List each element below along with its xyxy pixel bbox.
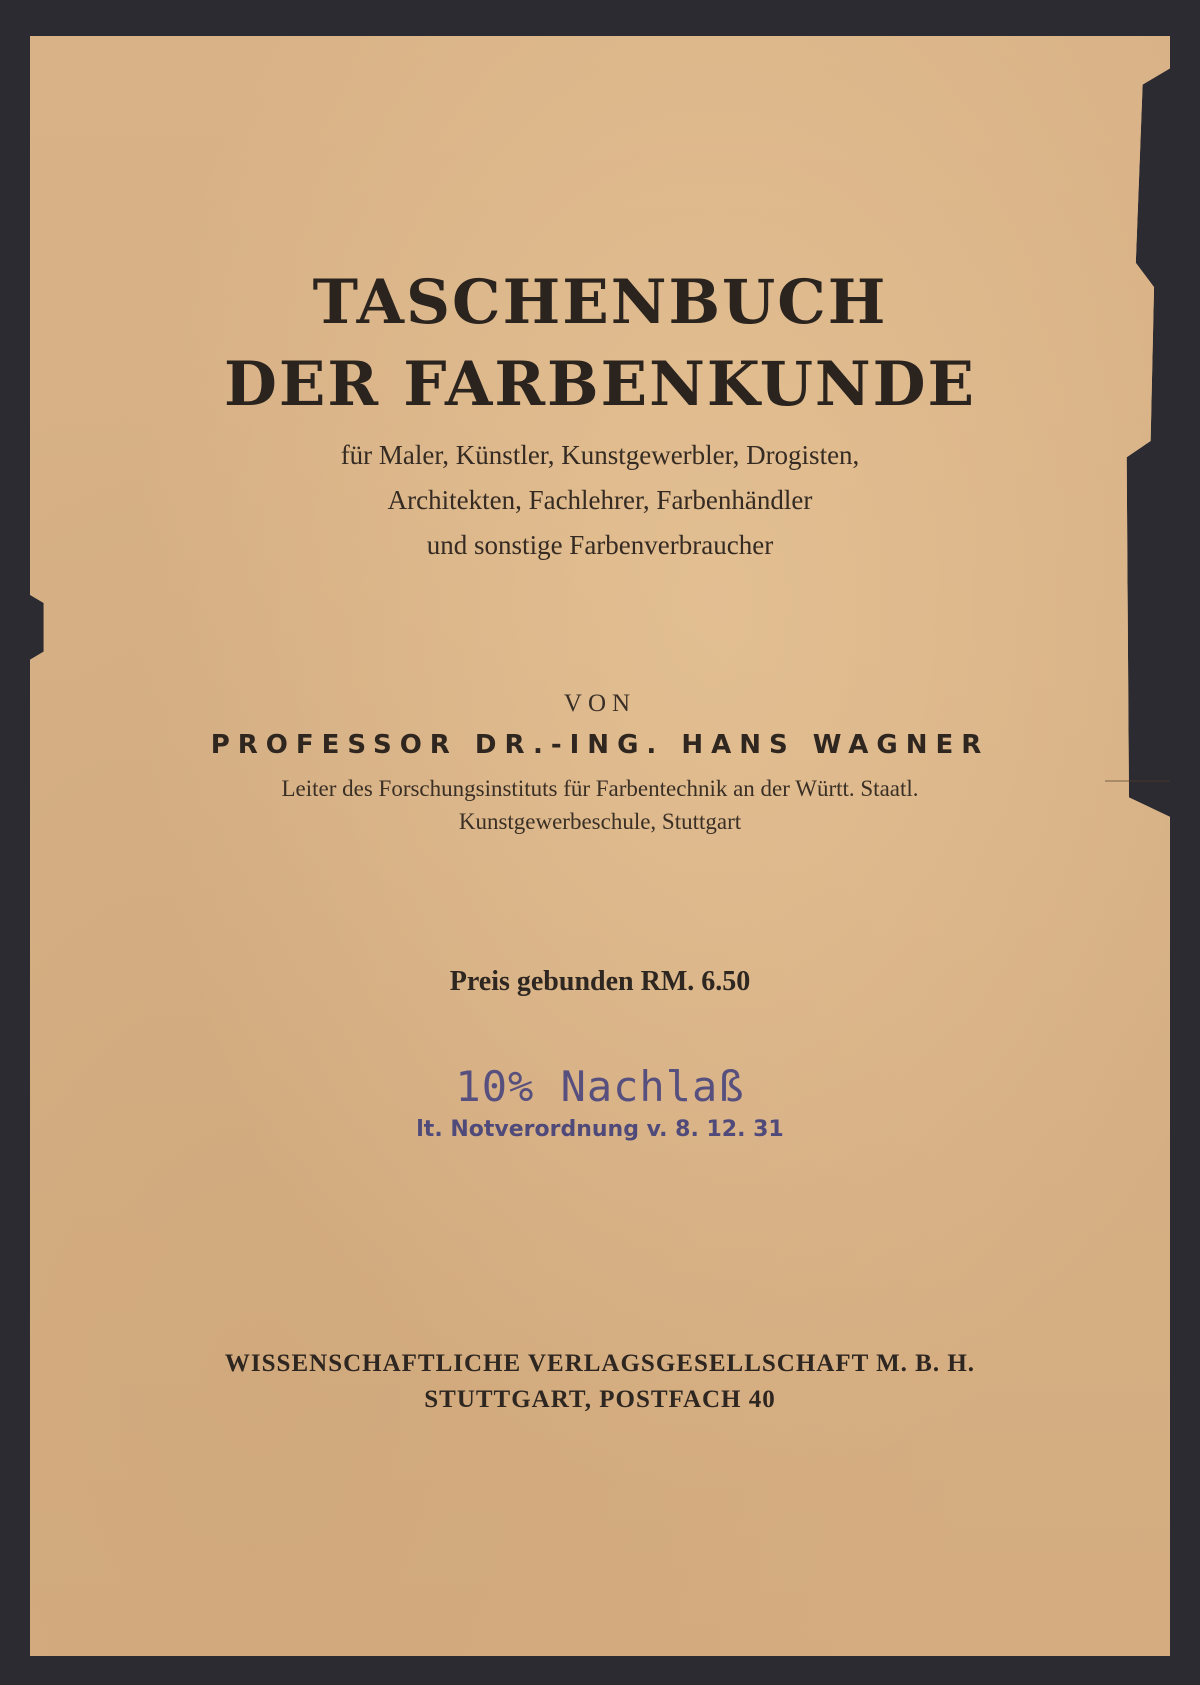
affiliation-block [30,772,1170,838]
affiliation-line-1: Leiter des Forschungsinstituts für Farbentechnik an der Württ. Staatl. [281,776,919,801]
book-subtitle [30,433,1170,568]
stamp-line-2: lt. Notverordnung v. 8. 12. 31 [416,1117,784,1142]
publisher-block [30,1346,1170,1418]
stamp-line-1: 10% Nachlaß [455,1062,745,1111]
affiliation-line-2: Kunstgewerbeschule, Stuttgart [458,809,742,834]
title-line-1: TASCHENBUCH [312,267,888,338]
author-block [30,730,1170,760]
subtitle-line-3: und sonstige Farbenverbraucher [426,530,774,560]
discount-stamp [30,1062,1170,1142]
book-title [30,262,1170,426]
by-line [30,690,1170,718]
price-text: Preis gebunden RM. 6.50 [449,966,751,997]
publisher-line-1: WISSENSCHAFTLICHE VERLAGSGESELLSCHAFT M. B. H. [224,1350,976,1377]
subtitle-line-1: für Maler, Künstler, Kunstgewerbler, Drogisten, [340,440,860,470]
price-block [30,966,1170,998]
title-line-2: DER FARBENKUNDE [223,349,977,420]
by-label: VON [563,690,637,717]
subtitle-line-2: Architekten, Fachlehrer, Farbenhändler [387,485,813,515]
author-name: PROFESSOR DR.-ING. HANS WAGNER [210,730,990,760]
publisher-line-2: STUTTGART, POSTFACH 40 [424,1386,776,1413]
